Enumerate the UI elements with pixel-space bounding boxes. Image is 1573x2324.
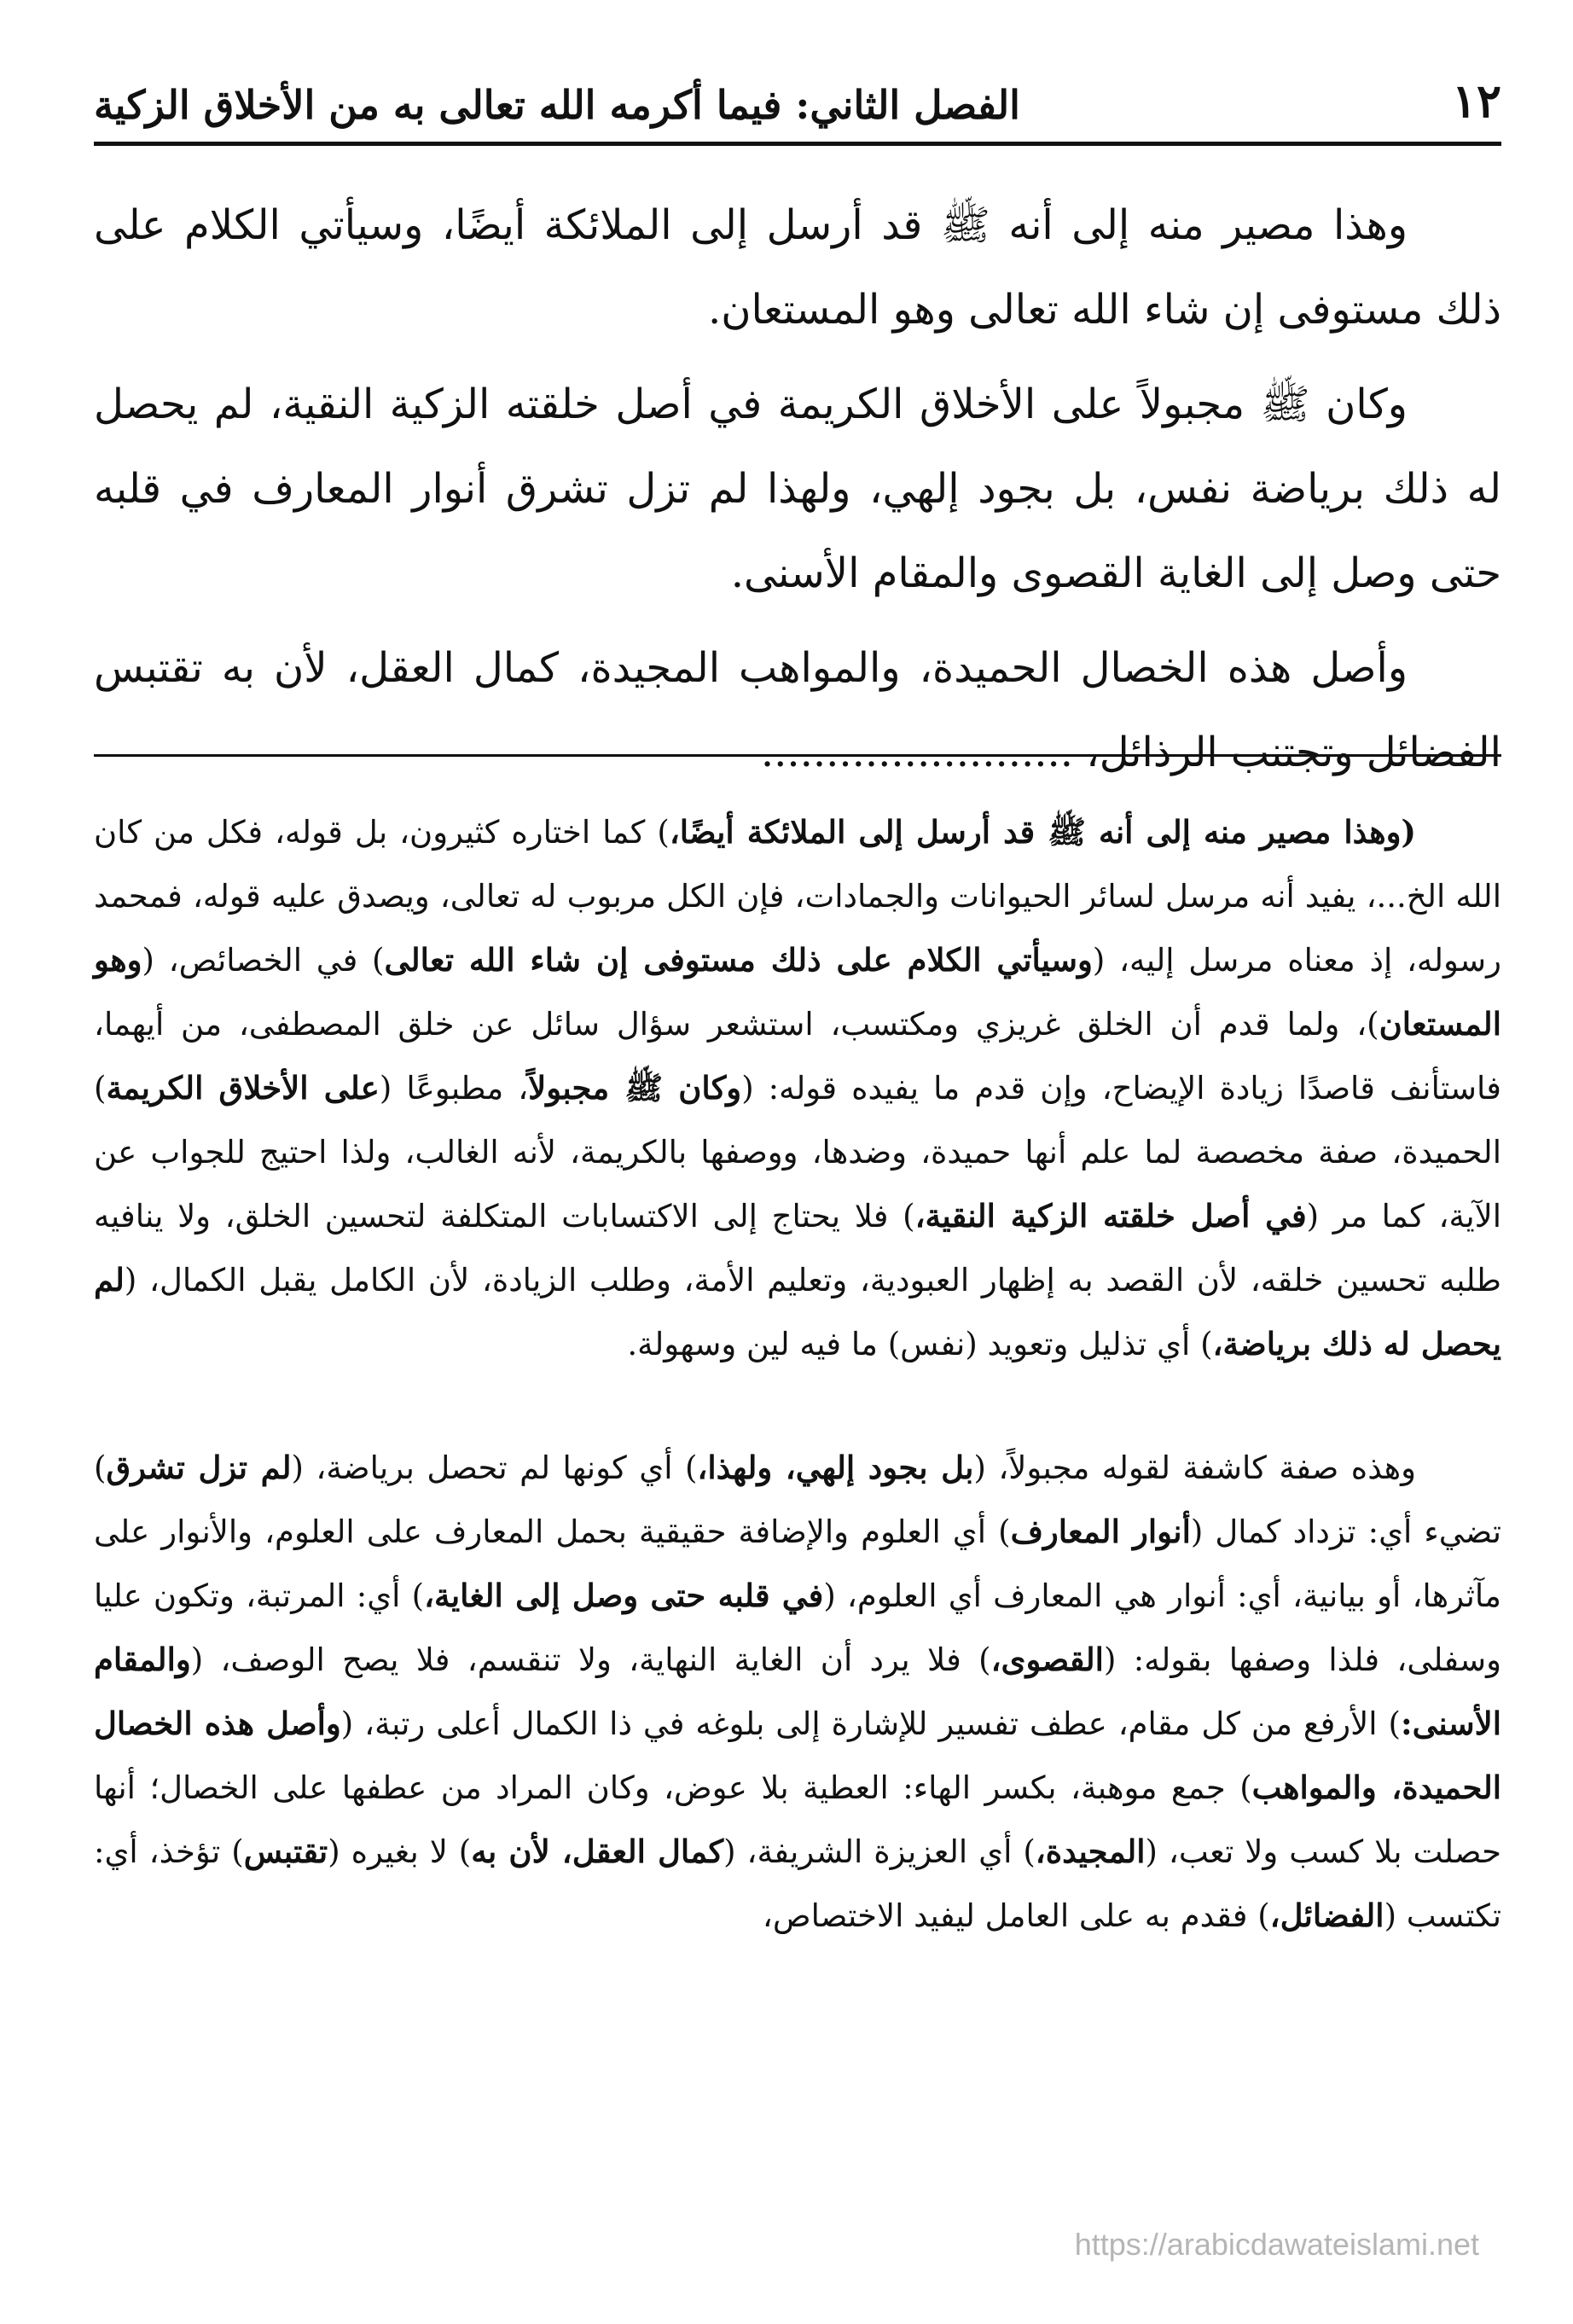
quoted-matn-phrase: الفضائل،	[1269, 1897, 1384, 1934]
commentary-text: وهذه صفة كاشفة لقوله مجبولاً، (	[973, 1450, 1416, 1486]
quoted-matn-phrase: والمقام الأسنى:	[94, 1641, 1501, 1742]
commentary-text: ) تضيء أي: تزداد كمال (	[94, 1450, 1501, 1550]
quoted-matn-phrase: في قلبه حتى وصل إلى الغاية،	[424, 1577, 824, 1614]
quoted-matn-phrase: المجيدة،	[1035, 1833, 1146, 1870]
commentary-text: ) الأرفع من كل مقام، عطف تفسير للإشارة إلى بلوغه في ذا الكمال أعلى رتبة، (	[340, 1705, 1401, 1742]
commentary-paragraph	[94, 1436, 1501, 1948]
commentary-text: ) في الخصائص، (	[142, 942, 385, 979]
commentary	[94, 800, 1501, 1948]
watermark-url: https://arabicdawateislami.net	[1074, 2227, 1479, 2262]
commentary-text: ) فلا يرد أن الغاية النهاية، ولا تنقسم، فلا يصح الوصف، (	[190, 1641, 991, 1678]
page-number: ١٢	[1451, 73, 1501, 128]
commentary-text: ) تؤخذ، أي: تكتسب (	[94, 1833, 1501, 1934]
commentary-text: ) الحميدة، صفة مخصصة لما علم أنها حميدة، وضدها، ووصفها بالكريمة، لأنه الغالب، ولذا احتيج للجواب عن الآية، كما مر (	[94, 1070, 1501, 1235]
quoted-matn-phrase: لم تزل تشرق	[106, 1449, 292, 1486]
section-divider	[94, 754, 1501, 757]
quoted-matn-phrase: على الأخلاق الكريمة	[106, 1069, 380, 1107]
quoted-matn-phrase: لم يحصل له ذلك برياضة،	[94, 1261, 1501, 1362]
quoted-matn-phrase: تقتبس	[243, 1833, 328, 1870]
main-paragraph-text: وأصل هذه الخصال الحميدة، والمواهب المجيدة، كمال العقل، لأن به تقتبس الفضائل وتجتنب الرذائل،	[94, 644, 1501, 776]
quoted-matn-phrase: أنوار المعارف	[1010, 1513, 1191, 1550]
commentary-paragraph	[94, 800, 1501, 1376]
commentary-text: ) جمع موهبة، بكسر الهاء: العطية بلا عوض، وكان المراد من عطفها على الخصال؛ أنها حصلت بلا كسب ولا تعب، (	[94, 1769, 1502, 1870]
commentary-text: ) أي العلوم والإضافة حقيقية بحمل المعارف على العلوم، والأنوار على مآثرها، أو بيانية، أي: أنوار هي المعارف أي العلوم، (	[94, 1514, 1501, 1614]
ellipsis-dots: ........................	[760, 729, 1074, 776]
quoted-matn-phrase: وكان ﷺ مجبولاً	[528, 1069, 742, 1107]
commentary-text: )، ولما قدم أن الخلق غريزي ومكتسب، استشعر سؤال سائل عن خلق المصطفى، من أيهما، فاستأنف قاصدًا زيادة الإيضاح، وإن قدم ما يفيده قوله: (	[94, 1006, 1501, 1107]
quoted-matn-phrase: بل بجود إلهي، ولهذا،	[697, 1449, 974, 1486]
commentary-text: ، مطبوعًا (	[379, 1070, 529, 1107]
quoted-matn-phrase: القصوى،	[990, 1641, 1104, 1678]
commentary-text: ) أي: المرتبة، وتكون عليا وسفلى، فلذا وصفها بقوله: (	[94, 1577, 1501, 1678]
commentary-text: ) أي تذليل وتعويد (نفس) ما فيه لين وسهولة.	[627, 1326, 1213, 1362]
commentary-text: ) لا بغيره (	[328, 1833, 472, 1870]
commentary-text: ) فلا يحتاج إلى الاكتسابات المتكلفة لتحسين الخلق، ولا ينافيه طلبه تحسين خلقه، لأن القصد به إظهار العبودية، وتعليم الأمة، وطلب الزيادة، لأن الكامل يقبل الكمال، (	[94, 1198, 1501, 1299]
commentary-text: ) كما اختاره كثيرون، بل قوله، فكل من كان الله الخ...، يفيد أنه مرسل لسائر الحيوانات والجمادات، فإن الكل مربوب له تعالى، ويصدق عليه قوله، فمحمد رسوله، إذ معناه مرسل إليه، (	[94, 814, 1502, 979]
commentary-text: ) فقدم به على العامل ليفيد الاختصاص،	[762, 1897, 1270, 1934]
quoted-matn-phrase: وسيأتي الكلام على ذلك مستوفى إن شاء الله تعالى	[384, 941, 1093, 979]
quoted-matn-phrase: في أصل خلقته الزكية النقية،	[914, 1197, 1307, 1235]
commentary-text: ) أي العزيزة الشريفة، (	[723, 1833, 1036, 1870]
main-paragraph: وكان ﷺ مجبولاً على الأخلاق الكريمة في أصل خلقته الزكية النقية، لم يحصل له ذلك برياضة نفس، بل بجود إلهي، ولهذا لم تزل تشرق أنوار المعارف في قلبه حتى وصل إلى الغاية القصوى والمقام الأسنى.	[94, 381, 1502, 597]
quoted-matn-phrase: (وهذا مصير منه إلى أنه ﷺ قد أرسل إلى الملائكة أيضًا،	[669, 813, 1416, 851]
main-text	[94, 183, 1501, 805]
main-paragraph	[94, 626, 1501, 795]
header-rule	[94, 142, 1501, 146]
quoted-matn-phrase: وأصل هذه الخصال الحميدة، والمواهب	[94, 1705, 1501, 1806]
page-header	[94, 51, 1501, 128]
commentary-text: ) أي كونها لم تحصل برياضة، (	[291, 1450, 698, 1486]
quoted-matn-phrase: وهو المستعان	[94, 941, 1501, 1043]
main-paragraph: وهذا مصير منه إلى أنه ﷺ قد أرسل إلى الملائكة أيضًا، وسيأتي الكلام على ذلك مستوفى إن شاء الله تعالى وهو المستعان.	[94, 201, 1501, 334]
running-title: الفصل الثاني: فيما أكرمه الله تعالى به من الأخلاق الزكية	[94, 82, 1020, 128]
quoted-matn-phrase: كمال العقل، لأن به	[471, 1833, 724, 1870]
